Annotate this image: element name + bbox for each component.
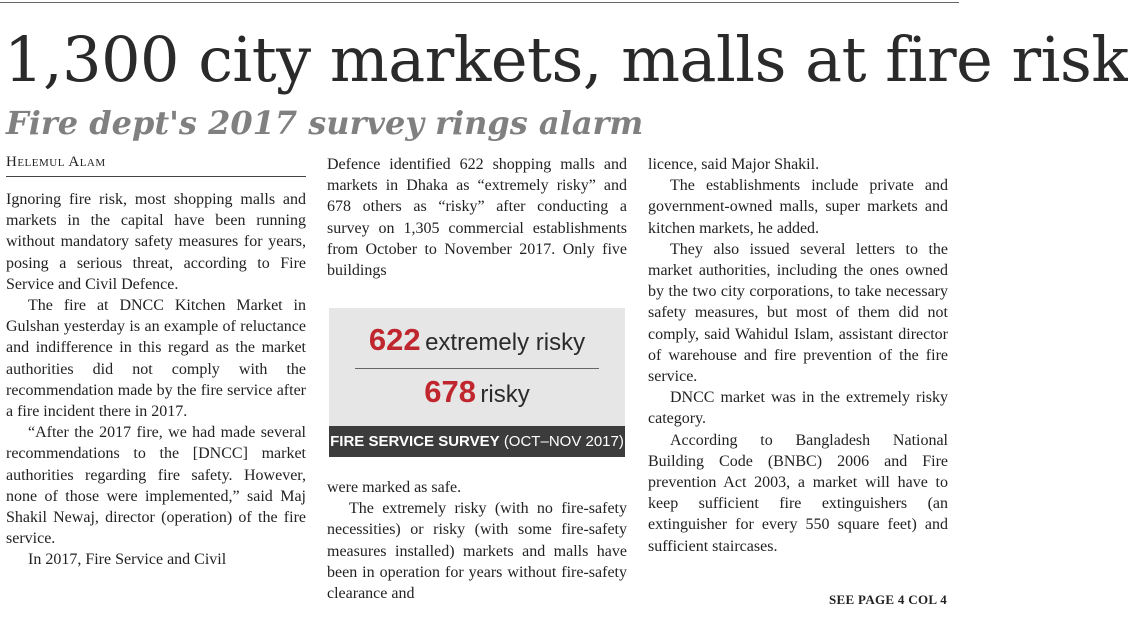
infobox-footer <box>329 426 625 457</box>
paragraph: Ignoring fire risk, most shopping malls and markets in the capital have been running without mandatory safety measures for years, posing a serious threat, according to Fire Service and Civil Defence. <box>6 191 306 293</box>
article-column-1 <box>6 189 306 571</box>
paragraph: They also issued several letters to the market authorities, including the ones owned by the two city corporations, to take necessary safety measures, but most of them did not comply, said Wahidul Islam, assistant director of warehouse and fire prevention of the fire service. <box>648 240 948 386</box>
headline: 1,300 city markets, malls at fire risk <box>4 23 1128 96</box>
paragraph: The fire at DNCC Kitchen Market in Gulshan yesterday is an example of reluctance and indifference in this regard as the market authorities did not comply with the recommendation made by the fire service after a fire incident there in 2017. <box>6 297 306 421</box>
infobox-source: FIRE SERVICE SURVEY <box>330 433 500 450</box>
paragraph: were marked as safe. <box>327 479 462 496</box>
infobox-period: (OCT–NOV 2017) <box>503 433 624 450</box>
byline-rule <box>6 176 306 177</box>
article-column-3 <box>648 154 948 557</box>
paragraph: Defence identified 622 shopping malls and markets in Dhaka as “extremely risky” and 678 others as “risky” after conducting a survey on 1,305 commercial establishments from October to November 2017. Only five buildings <box>327 156 627 280</box>
stat-label: risky <box>480 381 530 408</box>
paragraph: The extremely risky (with no fire-safety necessities) or risky (with some fire-safety measures installed) markets and malls have been in operation for years without fire-safety clearance and <box>327 500 627 603</box>
stat-risky <box>329 374 625 410</box>
paragraph: In 2017, Fire Service and Civil <box>28 551 227 569</box>
stat-number: 678 <box>424 374 476 409</box>
infobox-divider <box>355 368 599 369</box>
subheadline: Fire dept's 2017 survey rings alarm <box>6 104 644 142</box>
paragraph: The establishments include private and government-owned malls, super markets and kitchen markets, he added. <box>648 177 948 237</box>
paragraph: According to Bangladesh National Building Code (BNBC) 2006 and Fire prevention Act 2003, a market will have to keep sufficient fire extinguishers (an extinguisher for every 550 square feet) and sufficient staircases. <box>648 431 948 555</box>
article-column-2-bottom <box>327 477 627 604</box>
paragraph: licence, said Major Shakil. <box>648 156 820 173</box>
paragraph: “After the 2017 fire, we had made several recommendations to the [DNCC] market authorities regarding fire safety. However, none of those were implemented,” said Maj Shakil Newaj, director (operation) of the fire service. <box>6 424 306 548</box>
article-column-2-top <box>327 154 627 281</box>
top-rule <box>0 2 959 3</box>
paragraph: DNCC market was in the extremely risky category. <box>648 389 948 428</box>
stat-extremely-risky <box>329 322 625 358</box>
stat-number: 622 <box>368 322 421 357</box>
continuation-link[interactable]: SEE PAGE 4 COL 4 <box>829 592 947 607</box>
survey-infobox <box>329 308 625 457</box>
stat-label: extremely risky <box>425 329 586 356</box>
byline: Helemul Alam <box>6 154 106 170</box>
